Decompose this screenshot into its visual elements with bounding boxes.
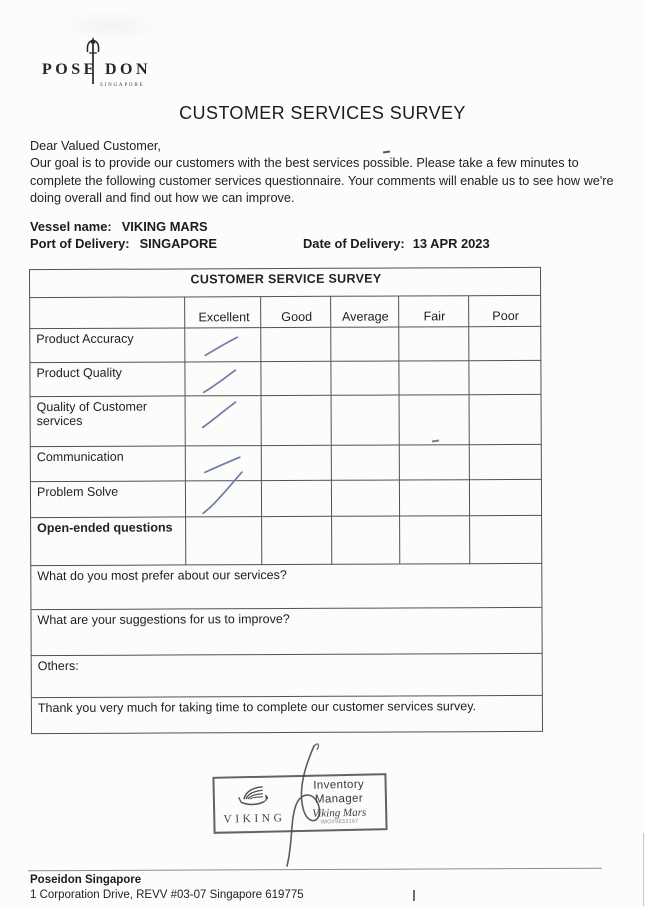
- open-question-row: [31, 653, 542, 697]
- table-row: [30, 394, 541, 446]
- scan-smudge: [58, 10, 163, 42]
- blank-header-cell: [30, 297, 185, 329]
- open-question-row: [31, 607, 542, 655]
- column-header-average: Average: [330, 296, 398, 327]
- open-question-1: What do you most prefer about our services?: [31, 563, 542, 609]
- tick-mark-icon: [198, 333, 254, 361]
- rating-cell: [399, 361, 469, 395]
- empty-cell: [469, 515, 541, 563]
- table-row: [30, 326, 541, 362]
- empty-cell: [331, 516, 399, 564]
- table-title-row: [29, 267, 540, 297]
- rating-cell: [469, 444, 541, 479]
- stamp-brand-text: VIKING: [223, 812, 286, 826]
- port-value: SINGAPORE: [139, 236, 217, 251]
- tick-mark-icon: [198, 486, 254, 514]
- column-header-fair: Fair: [398, 296, 468, 327]
- logo-wordmark-right: DON: [105, 61, 152, 78]
- open-ended-header: Open-ended questions: [31, 517, 186, 566]
- empty-cell: [262, 516, 331, 564]
- rating-cell: [469, 479, 541, 515]
- footer-company: Poseidon Singapore: [30, 874, 142, 886]
- rating-cell: [331, 445, 399, 480]
- logo-subtext: SINGAPORE: [100, 82, 145, 88]
- rating-cell: [262, 480, 331, 516]
- table-row: [30, 444, 541, 481]
- rating-cell: [469, 360, 541, 394]
- empty-cell: [399, 516, 469, 564]
- row-label-cell: Problem Solve: [30, 481, 185, 518]
- rating-cell: [331, 395, 399, 445]
- column-header-good: Good: [261, 296, 330, 327]
- rating-cell: [330, 327, 398, 361]
- rating-cell: [330, 361, 398, 395]
- logo-wordmark-left: POSE: [42, 61, 98, 78]
- table-row: [30, 360, 541, 396]
- rating-cell: [185, 328, 261, 362]
- port-line: [30, 236, 217, 253]
- vessel-name-value: VIKING MARS: [121, 219, 208, 234]
- rating-cell: [261, 361, 330, 395]
- rating-cell: [186, 446, 262, 481]
- stamp-role-line2: Manager: [314, 792, 364, 806]
- rating-cell: [186, 481, 262, 517]
- rating-cell: [399, 480, 469, 516]
- rating-cell: [185, 396, 261, 446]
- rating-cell: [398, 327, 468, 361]
- rating-cell: [469, 326, 541, 360]
- table-row: [30, 479, 541, 517]
- open-question-others: Others:: [31, 653, 542, 697]
- rating-cell: [261, 327, 330, 361]
- scan-edge-line: [643, 833, 644, 906]
- row-label-cell: Product Quality: [30, 362, 185, 397]
- rating-cell: [261, 395, 330, 445]
- footer-divider: [28, 868, 602, 872]
- vessel-name-label: Vessel name:: [30, 219, 112, 234]
- delivery-info: [30, 219, 217, 253]
- column-header-excellent: Excellent: [185, 297, 261, 328]
- survey-table: [29, 267, 543, 734]
- vessel-name-line: [30, 219, 217, 236]
- thanks-row: [31, 695, 542, 733]
- open-ended-header-row: [31, 515, 542, 565]
- salutation: Dear Valued Customer,: [30, 139, 161, 153]
- rating-cell: [399, 395, 469, 445]
- tick-mark-icon: [198, 367, 254, 395]
- empty-cell: [186, 517, 262, 565]
- column-header-poor: Poor: [468, 295, 540, 326]
- row-label-cell: Communication: [30, 446, 185, 482]
- port-label: Port of Delivery:: [30, 236, 130, 251]
- rating-cell: [469, 394, 541, 444]
- rating-cell: [185, 362, 261, 396]
- date-label: Date of Delivery:: [303, 236, 405, 251]
- signature-ink: [262, 738, 362, 870]
- rating-cell: [262, 445, 331, 480]
- tick-mark-icon: [198, 451, 254, 479]
- rating-header-row: [30, 295, 541, 328]
- table-title: CUSTOMER SERVICE SURVEY: [29, 267, 540, 297]
- page-title: CUSTOMER SERVICES SURVEY: [179, 103, 466, 123]
- date-value: 13 APR 2023: [412, 236, 490, 251]
- trident-icon: [85, 37, 101, 87]
- row-label-cell: Product Accuracy: [30, 328, 185, 363]
- stamp-imo-line: IMO#9833167: [320, 819, 359, 826]
- footer-address: 1 Corporation Drive, REVV #03-07 Singapore 619775: [30, 889, 304, 901]
- stamp-role-line1: Inventory: [313, 778, 365, 793]
- rating-cell: [331, 480, 399, 516]
- open-question-row: [31, 563, 542, 609]
- stamp-vessel-script: Viking Mars: [312, 806, 367, 820]
- tick-mark-icon: [198, 401, 254, 429]
- intro-paragraph: [30, 138, 624, 208]
- rating-cell: [399, 445, 469, 480]
- row-label-cell: Quality of Customer services: [30, 396, 185, 447]
- date-line: [303, 236, 490, 251]
- intro-body: Our goal is to provide our customers with the best services possible. Please take a few minutes to complete the following customer services questionnaire. Your comments will enable us to see how we're doing overall and find out how we can improve.: [30, 156, 614, 206]
- scan-artifact-tick: [413, 890, 415, 901]
- thanks-message: Thank you very much for taking time to complete our customer services survey.: [31, 695, 542, 733]
- open-question-2: What are your suggestions for us to improve?: [31, 607, 542, 655]
